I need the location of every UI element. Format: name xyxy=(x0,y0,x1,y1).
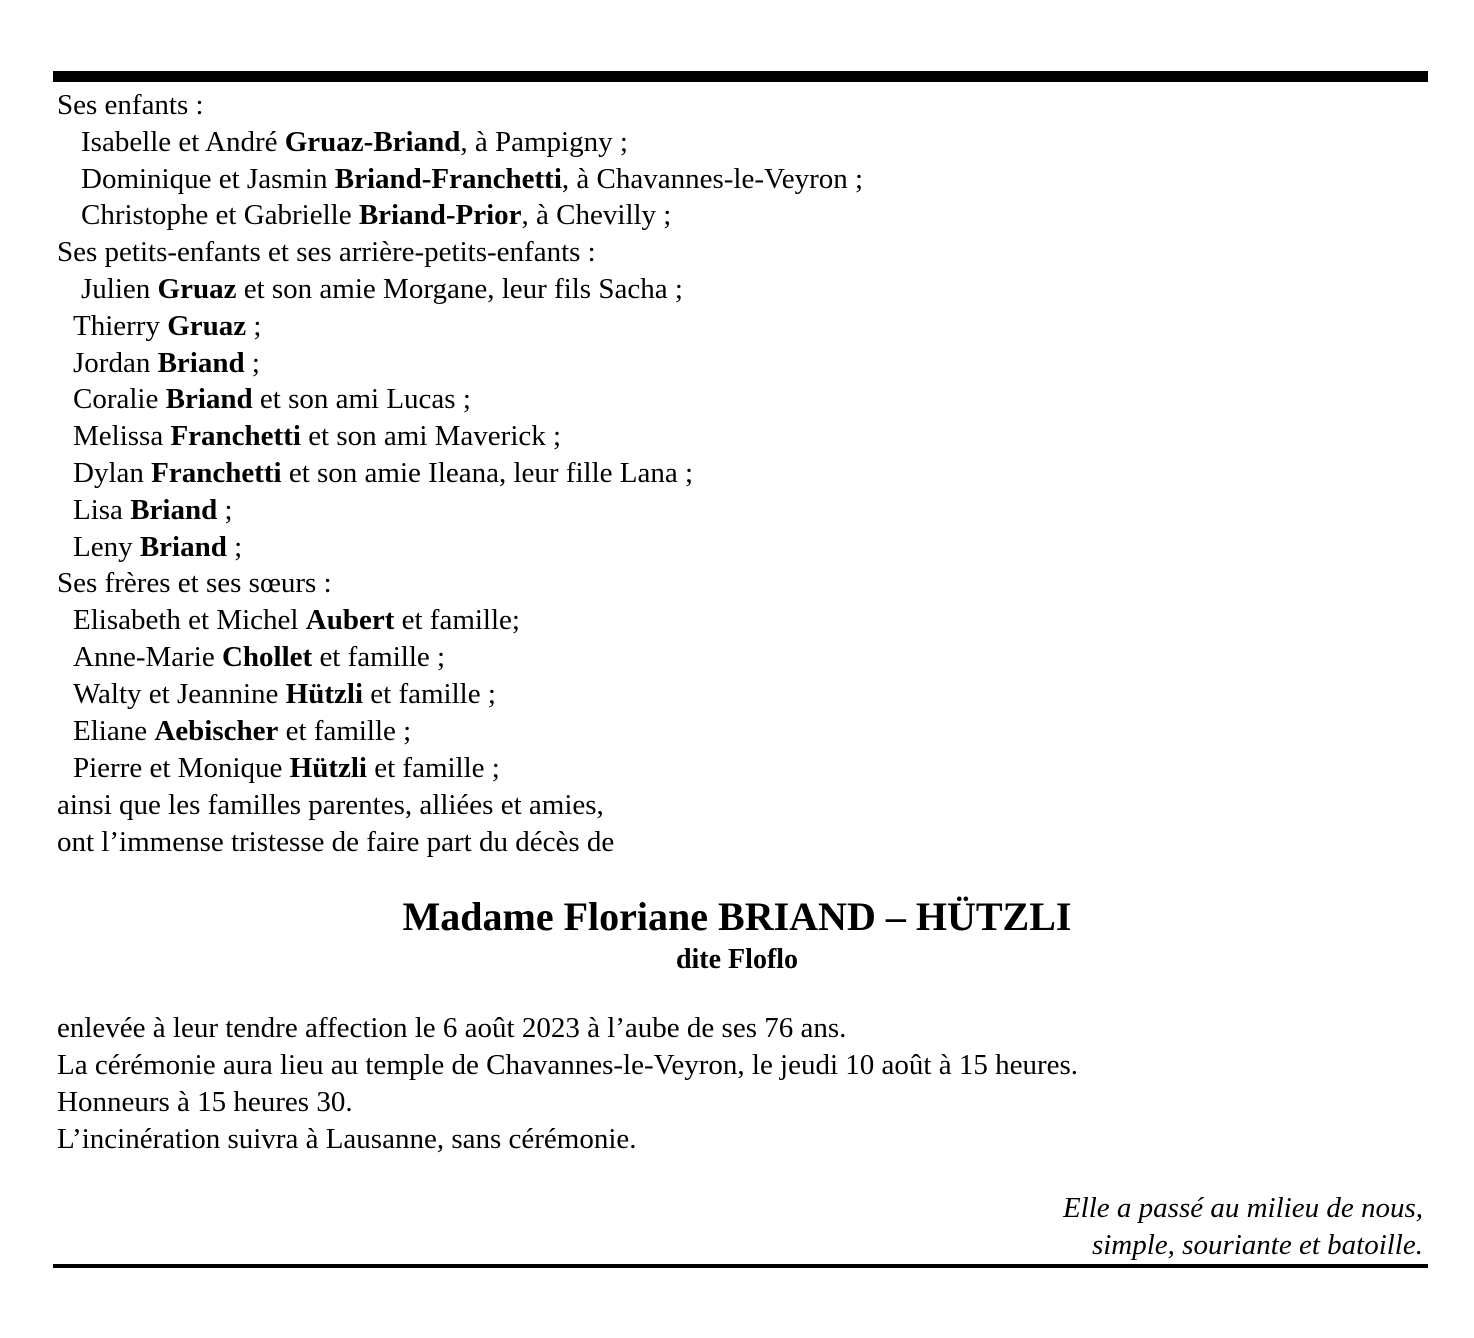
grandchild-entry: Julien Gruaz et son amie Morgane, leur fils Sacha ; xyxy=(81,273,683,305)
sibling-entry: Eliane Aebischer et famille ; xyxy=(73,715,412,747)
grandchild-entry: Melissa Franchetti et son ami Maverick ; xyxy=(73,420,562,452)
sibling-entry: Pierre et Monique Hützli et famille ; xyxy=(73,752,500,784)
grandchild-entry: Thierry Gruaz ; xyxy=(73,310,262,342)
siblings-heading: Ses frères et ses sœurs : xyxy=(57,567,332,599)
deceased-nickname: dite Floflo xyxy=(675,944,799,975)
child-entry: Dominique et Jasmin Briand-Franchetti, à Chavannes-le-Veyron ; xyxy=(81,163,864,195)
details-line: Honneurs à 15 heures 30. xyxy=(57,1086,353,1118)
details-line: L’incinération suivra à Lausanne, sans cérémonie. xyxy=(57,1123,637,1155)
grandchild-entry: Coralie Briand et son ami Lucas ; xyxy=(73,383,471,415)
quote-line: simple, souriante et batoille. xyxy=(1091,1229,1423,1261)
grandchild-entry: Dylan Franchetti et son amie Ileana, leur fille Lana ; xyxy=(73,457,694,489)
deceased-name: Madame Floriane BRIAND – HÜTZLI xyxy=(402,894,1072,939)
quote-line: Elle a passé au milieu de nous, xyxy=(1062,1192,1423,1224)
child-entry: Christophe et Gabrielle Briand-Prior, à Chevilly ; xyxy=(81,199,672,231)
deceased-block xyxy=(0,893,1474,977)
sibling-entry: Anne-Marie Chollet et famille ; xyxy=(73,641,446,673)
bottom-rule xyxy=(53,1264,1428,1268)
child-entry: Isabelle et André Gruaz-Briand, à Pampigny ; xyxy=(81,126,628,158)
closing-line: ainsi que les familles parentes, alliées et amies, xyxy=(57,789,604,821)
grandchild-entry: Lisa Briand ; xyxy=(73,494,233,526)
children-heading: Ses enfants : xyxy=(57,89,204,121)
closing-line: ont l’immense tristesse de faire part du décès de xyxy=(57,826,615,858)
grandchild-entry: Jordan Briand ; xyxy=(73,347,260,379)
sibling-entry: Walty et Jeannine Hützli et famille ; xyxy=(73,678,496,710)
grandchildren-heading: Ses petits-enfants et ses arrière-petits-enfants : xyxy=(57,236,596,268)
details-line: La cérémonie aura lieu au temple de Chavannes-le-Veyron, le jeudi 10 août à 15 heures. xyxy=(57,1049,1079,1081)
details-line: enlevée à leur tendre affection le 6 août 2023 à l’aube de ses 76 ans. xyxy=(57,1012,847,1044)
sibling-entry: Elisabeth et Michel Aubert et famille; xyxy=(73,604,520,636)
top-rule xyxy=(53,71,1428,82)
grandchild-entry: Leny Briand ; xyxy=(73,531,243,563)
